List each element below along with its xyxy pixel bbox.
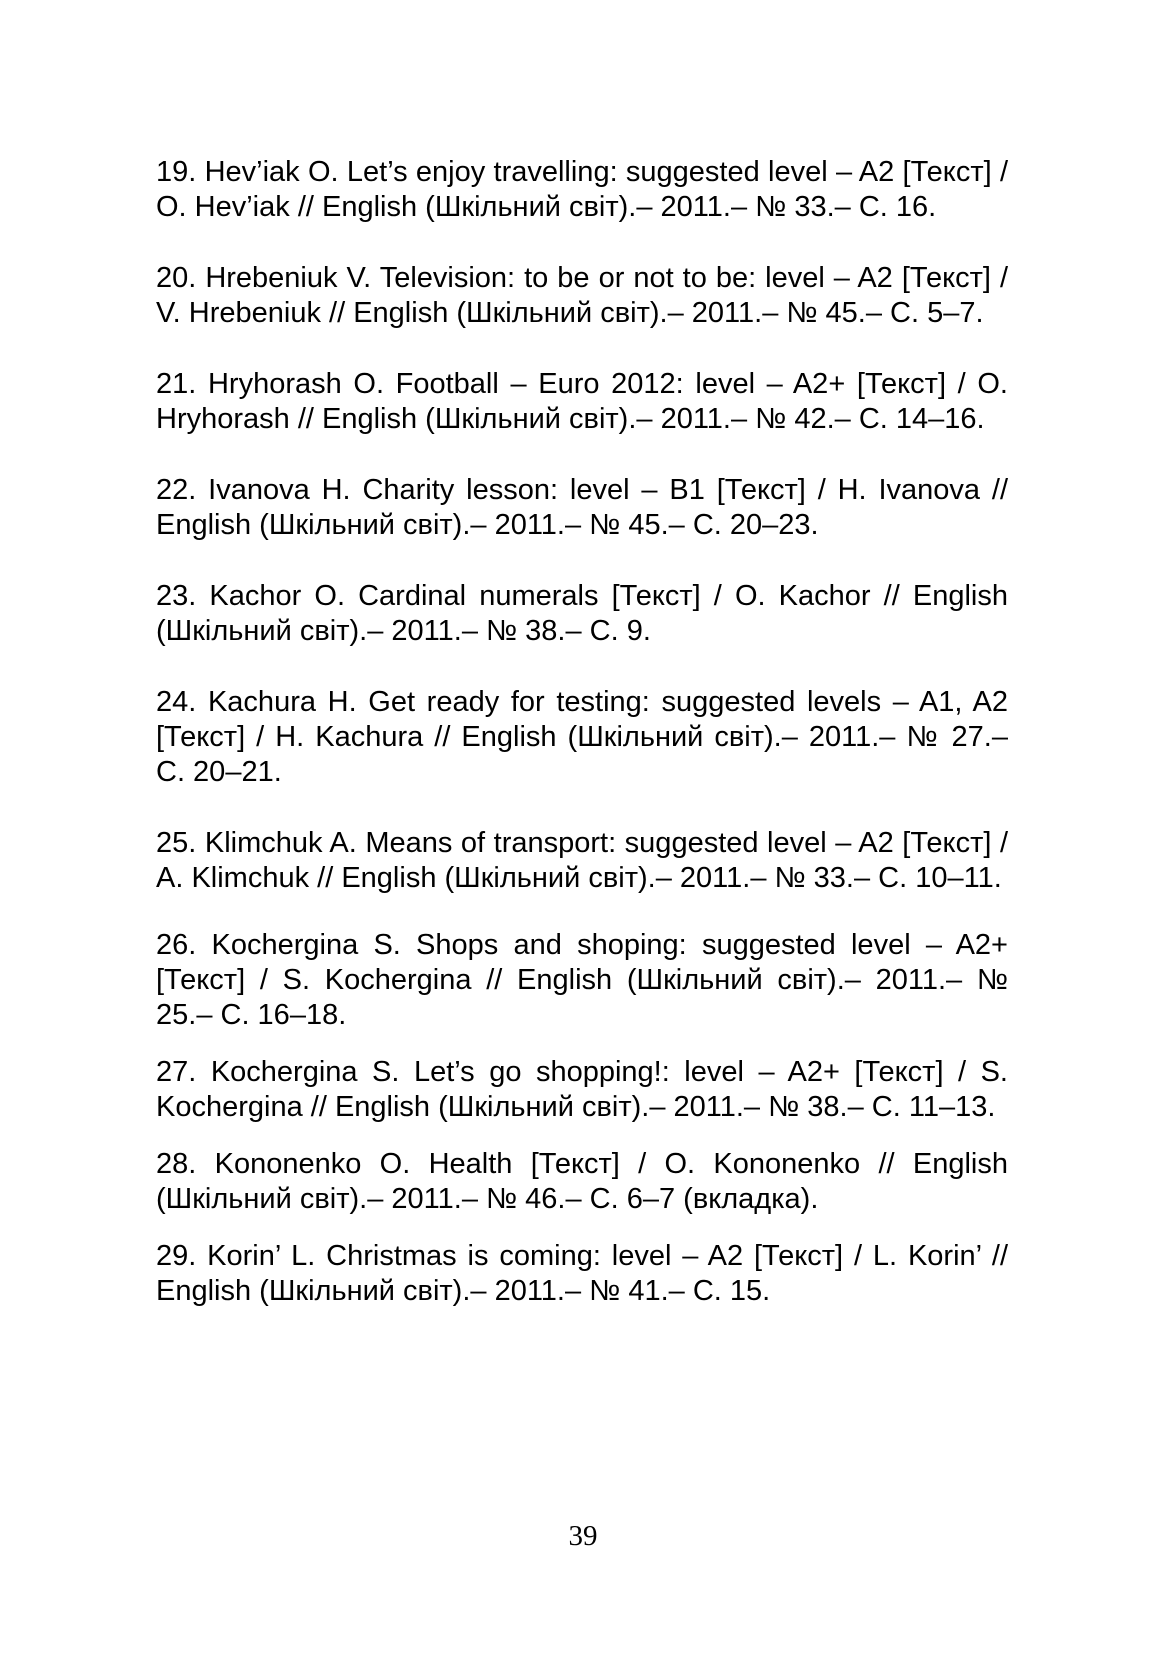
bibliography-entry-22: 22. Ivanova H. Charity lesson: level – B1 [Текст] / H. Ivanova // English (Шкільний світ).– 2011.– № 45.– С. 20–23. xyxy=(156,474,1008,541)
bibliography-entry-25: 25. Klimchuk A. Means of transport: suggested level – A2 [Текст] / A. Klimchuk // English (Шкільний світ).– 2011.– № 33.– С. 10–11. xyxy=(156,827,1008,894)
bibliography-entry-27: 27. Kochergina S. Let’s go shopping!: level – A2+ [Текст] / S. Kochergina // English (Шкільний світ).– 2011.– № 38.– С. 11–13. xyxy=(156,1056,1008,1123)
bibliography-list xyxy=(156,155,1008,1309)
bibliography-entry-24: 24. Kachura H. Get ready for testing: suggested levels – A1, A2 [Текст] / H. Kachura // English (Шкільний світ).– 2011.– № 27.– С. 20–21. xyxy=(156,686,1008,788)
page-number: 39 xyxy=(568,1520,598,1552)
bibliography-entry-20: 20. Hrebeniuk V. Television: to be or not to be: level – A2 [Текст] / V. Hrebeniuk // English (Шкільний світ).– 2011.– № 45.– С. 5–7. xyxy=(156,262,1008,329)
bibliography-entry-23: 23. Kachor O. Cardinal numerals [Текст] / O. Kachor // English (Шкільний світ).– 2011.– № 38.– С. 9. xyxy=(156,580,1008,647)
bibliography-entry-21: 21. Hryhorash O. Football – Euro 2012: level – A2+ [Текст] / O. Hryhorash // English (Шкільний світ).– 2011.– № 42.– С. 14–16. xyxy=(156,368,1008,435)
bibliography-entry-29: 29. Korin’ L. Christmas is coming: level – A2 [Текст] / L. Korin’ // English (Шкільний світ).– 2011.– № 41.– С. 15. xyxy=(156,1240,1008,1307)
bibliography-entry-19: 19. Hev’iak O. Let’s enjoy travelling: suggested level – A2 [Текст] / O. Hev’iak // English (Шкільний світ).– 2011.– № 33.– С. 16. xyxy=(156,156,1008,223)
bibliography-entry-26: 26. Kochergina S. Shops and shoping: suggested level – A2+ [Текст] / S. Kochergina // English (Шкільний світ).– 2011.– № 25.– С. 16–18. xyxy=(156,929,1008,1031)
bibliography-entry-28: 28. Kononenko O. Health [Текст] / O. Kononenko // English (Шкільний світ).– 2011.– № 46.– С. 6–7 (вкладка). xyxy=(156,1148,1008,1215)
